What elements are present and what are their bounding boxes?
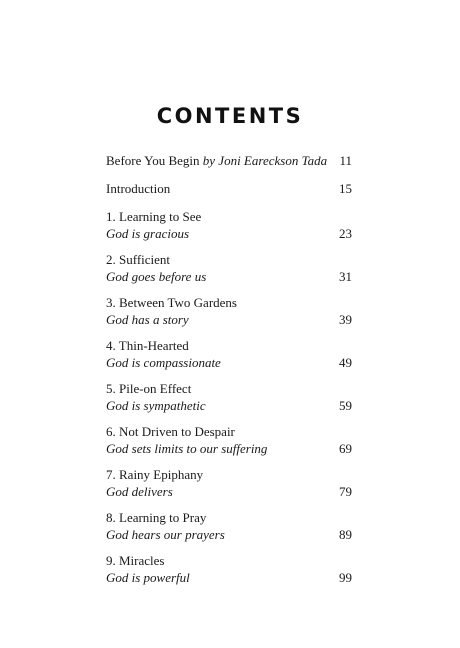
toc-entry-chapter-1[interactable] (106, 208, 352, 242)
toc-page-number: 11 (339, 153, 352, 168)
toc-page-number: 23 (339, 226, 352, 241)
toc-entry-title-line (106, 152, 352, 169)
chapter-subtitle: God is powerful (106, 570, 190, 585)
table-of-contents (106, 152, 352, 595)
chapter-title: 7. Rainy Epiphany (106, 467, 204, 482)
toc-entry-chapter-4[interactable] (106, 337, 352, 371)
toc-entry-chapter-8[interactable] (106, 509, 352, 543)
toc-entry-before-you-begin[interactable] (106, 152, 352, 169)
toc-page-number: 69 (339, 441, 352, 456)
chapter-subtitle: God sets limits to our suffering (106, 441, 268, 456)
contents-heading: CONTENTS (156, 104, 304, 128)
chapter-subtitle: God hears our prayers (106, 527, 225, 542)
chapter-title: 4. Thin-Hearted (106, 338, 189, 353)
chapter-title: 9. Miracles (106, 553, 165, 568)
chapter-subtitle: God goes before us (106, 269, 207, 284)
toc-page-number: 99 (339, 570, 352, 585)
toc-page-number: 15 (339, 181, 352, 196)
chapter-subtitle: God has a story (106, 312, 189, 327)
toc-entry-chapter-5[interactable] (106, 380, 352, 414)
toc-entry-chapter-3[interactable] (106, 294, 352, 328)
toc-entry-title: Introduction (106, 181, 171, 196)
toc-entry-chapter-6[interactable] (106, 423, 352, 457)
chapter-subtitle: God is sympathetic (106, 398, 206, 413)
toc-page-number: 39 (339, 312, 352, 327)
toc-entry-author: by Joni Eareckson Tada (202, 153, 328, 168)
chapter-subtitle: God delivers (106, 484, 173, 499)
chapter-title: 8. Learning to Pray (106, 510, 207, 525)
toc-entry-chapter-7[interactable] (106, 466, 352, 500)
chapter-title: 3. Between Two Gardens (106, 295, 237, 310)
toc-page-number: 79 (339, 484, 352, 499)
chapter-subtitle: God is compassionate (106, 355, 221, 370)
chapter-title: 1. Learning to See (106, 209, 202, 224)
toc-entry-title: Before You Begin (106, 153, 200, 168)
chapter-title: 2. Sufficient (106, 252, 171, 267)
toc-page-number: 49 (339, 355, 352, 370)
toc-entry-chapter-2[interactable] (106, 251, 352, 285)
chapter-title: 5. Pile-on Effect (106, 381, 192, 396)
toc-page-number: 59 (339, 398, 352, 413)
chapter-title: 6. Not Driven to Despair (106, 424, 235, 439)
toc-page-number: 89 (339, 527, 352, 542)
toc-page-number: 31 (339, 269, 352, 284)
toc-entry-introduction[interactable] (106, 180, 352, 197)
chapter-subtitle: God is gracious (106, 226, 190, 241)
toc-entry-chapter-9[interactable] (106, 552, 352, 586)
